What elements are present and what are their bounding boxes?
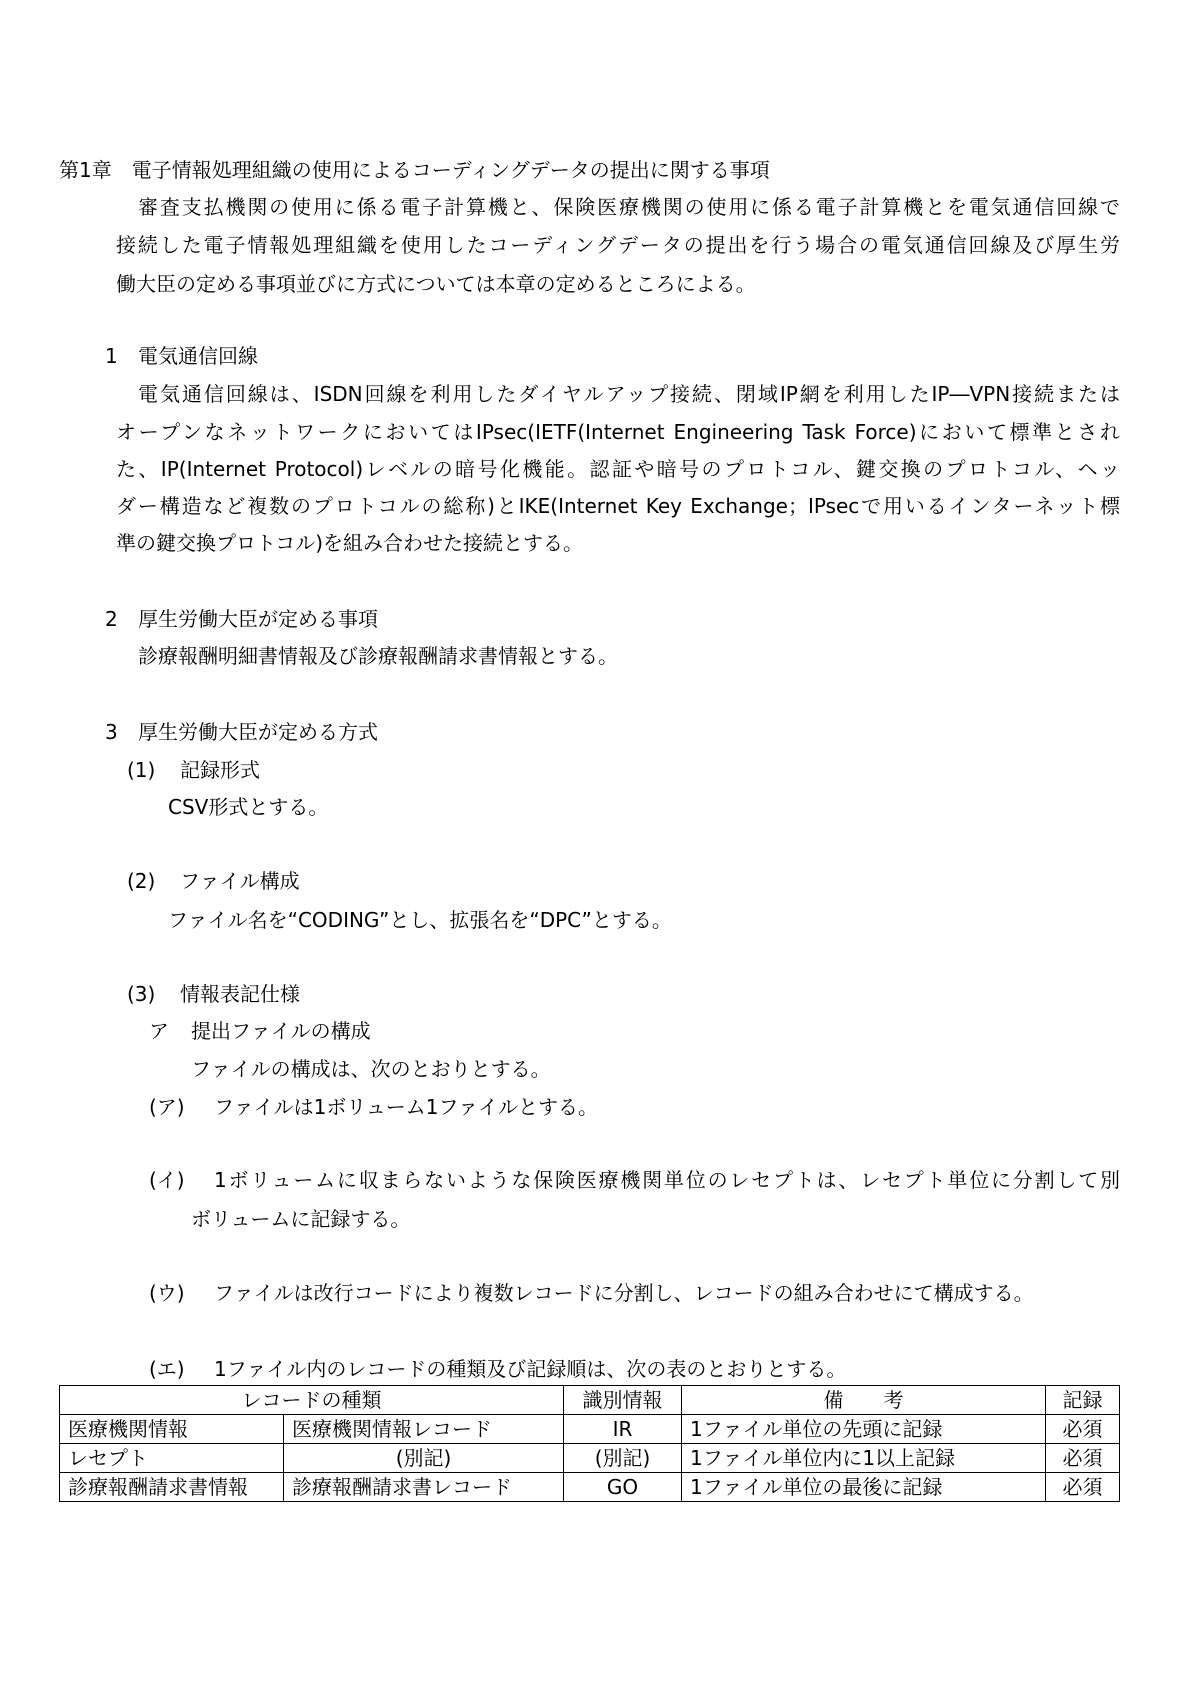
cell: (別記) — [284, 1444, 564, 1473]
table-row — [60, 1415, 1120, 1444]
cell: GO — [564, 1473, 682, 1502]
sub-1-title: 記録形式 — [180, 758, 260, 782]
cell: 1ファイル単位内に1以上記録 — [682, 1444, 1046, 1473]
item-number: (ウ) — [149, 1281, 185, 1305]
cell: 診療報酬請求書レコード — [284, 1473, 564, 1502]
intro-line: 接続した電子情報処理組織を使用したコーディングデータの提出を行う場合の電気通信回線及び厚生労 — [116, 233, 1120, 257]
sub-2-title: ファイル構成 — [180, 869, 300, 893]
header-record: 記録 — [1046, 1386, 1120, 1415]
table-header-row — [60, 1386, 1120, 1415]
header-id: 識別情報 — [564, 1386, 682, 1415]
sub-1-number: (1) — [127, 758, 156, 782]
cell: IR — [564, 1415, 682, 1444]
section-3-title: 厚生労働大臣が定める方式 — [138, 720, 378, 744]
cell: レセプト — [60, 1444, 284, 1473]
section-1-line: ダー構造など複数のプロトコルの総称)とIKE(Internet Key Exchange；IPsecで用いるインターネット標 — [116, 494, 1120, 518]
item-text: ファイルは改行コードにより複数レコードに分割し、レコードの組み合わせにて構成する。 — [214, 1281, 1034, 1305]
section-2-number: 2 — [105, 607, 118, 631]
item-text: 1ボリュームに収まらないような保険医療機関単位のレセプトは、レセプト単位に分割して別 — [214, 1168, 1120, 1192]
section-1-line: 準の鍵交換プロトコル)を組み合わせた接続とする。 — [116, 531, 584, 555]
table-row — [60, 1444, 1120, 1473]
cell: 1ファイル単位の最後に記録 — [682, 1473, 1046, 1502]
section-2-text: 診療報酬明細書情報及び診療報酬請求書情報とする。 — [138, 644, 618, 668]
sub-1-text: CSV形式とする。 — [168, 795, 329, 819]
sub-2-number: (2) — [127, 869, 156, 893]
intro-line: 働大臣の定める事項並びに方式については本章の定めるところによる。 — [116, 272, 756, 296]
item-text: ファイルは1ボリューム1ファイルとする。 — [214, 1095, 599, 1119]
cell: 必須 — [1046, 1473, 1120, 1502]
item-text: ボリュームに記録する。 — [191, 1207, 411, 1231]
section-3-number: 3 — [105, 720, 118, 744]
cell: (別記) — [564, 1444, 682, 1473]
sub-3-title: 情報表記仕様 — [180, 982, 300, 1006]
item-a-title: 提出ファイルの構成 — [191, 1019, 371, 1043]
sub-2-text: ファイル名を“CODING”とし、拡張名を“DPC”とする。 — [168, 908, 672, 932]
cell: 医療機関情報 — [60, 1415, 284, 1444]
item-a-text: ファイルの構成は、次のとおりとする。 — [191, 1057, 551, 1081]
cell: 医療機関情報レコード — [284, 1415, 564, 1444]
section-1-line: た、IP(Internet Protocol)レベルの暗号化機能。認証や暗号のプロトコル、鍵交換のプロトコル、ヘッ — [116, 457, 1120, 481]
cell: 必須 — [1046, 1444, 1120, 1473]
header-remarks: 備 考 — [682, 1386, 1046, 1415]
header-record-type: レコードの種類 — [60, 1386, 564, 1415]
section-2-title: 厚生労働大臣が定める事項 — [138, 607, 378, 631]
chapter-title: 第1章 電子情報処理組織の使用によるコーディングデータの提出に関する事項 — [59, 158, 770, 182]
cell: 診療報酬請求書情報 — [60, 1473, 284, 1502]
table-row — [60, 1473, 1120, 1502]
intro-line: 審査支払機関の使用に係る電子計算機と、保険医療機関の使用に係る電子計算機とを電気通信回線で — [138, 195, 1120, 219]
item-text: 1ファイル内のレコードの種類及び記録順は、次の表のとおりとする。 — [214, 1357, 847, 1381]
cell: 1ファイル単位の先頭に記録 — [682, 1415, 1046, 1444]
section-1-line: 電気通信回線は、ISDN回線を利用したダイヤルアップ接続、閉域IP網を利用したIP―VPN接続または — [138, 382, 1120, 406]
item-number: (イ) — [149, 1168, 185, 1192]
section-1-title: 電気通信回線 — [138, 344, 258, 368]
section-1-line: オープンなネットワークにおいてはIPsec(IETF(Internet Engineering Task Force)において標準とされ — [116, 420, 1120, 444]
item-a-number: ア — [149, 1019, 169, 1043]
sub-3-number: (3) — [127, 982, 156, 1006]
record-table — [59, 1385, 1120, 1502]
item-number: (エ) — [149, 1357, 185, 1381]
item-number: (ア) — [149, 1095, 185, 1119]
cell: 必須 — [1046, 1415, 1120, 1444]
section-1-number: 1 — [105, 344, 118, 368]
